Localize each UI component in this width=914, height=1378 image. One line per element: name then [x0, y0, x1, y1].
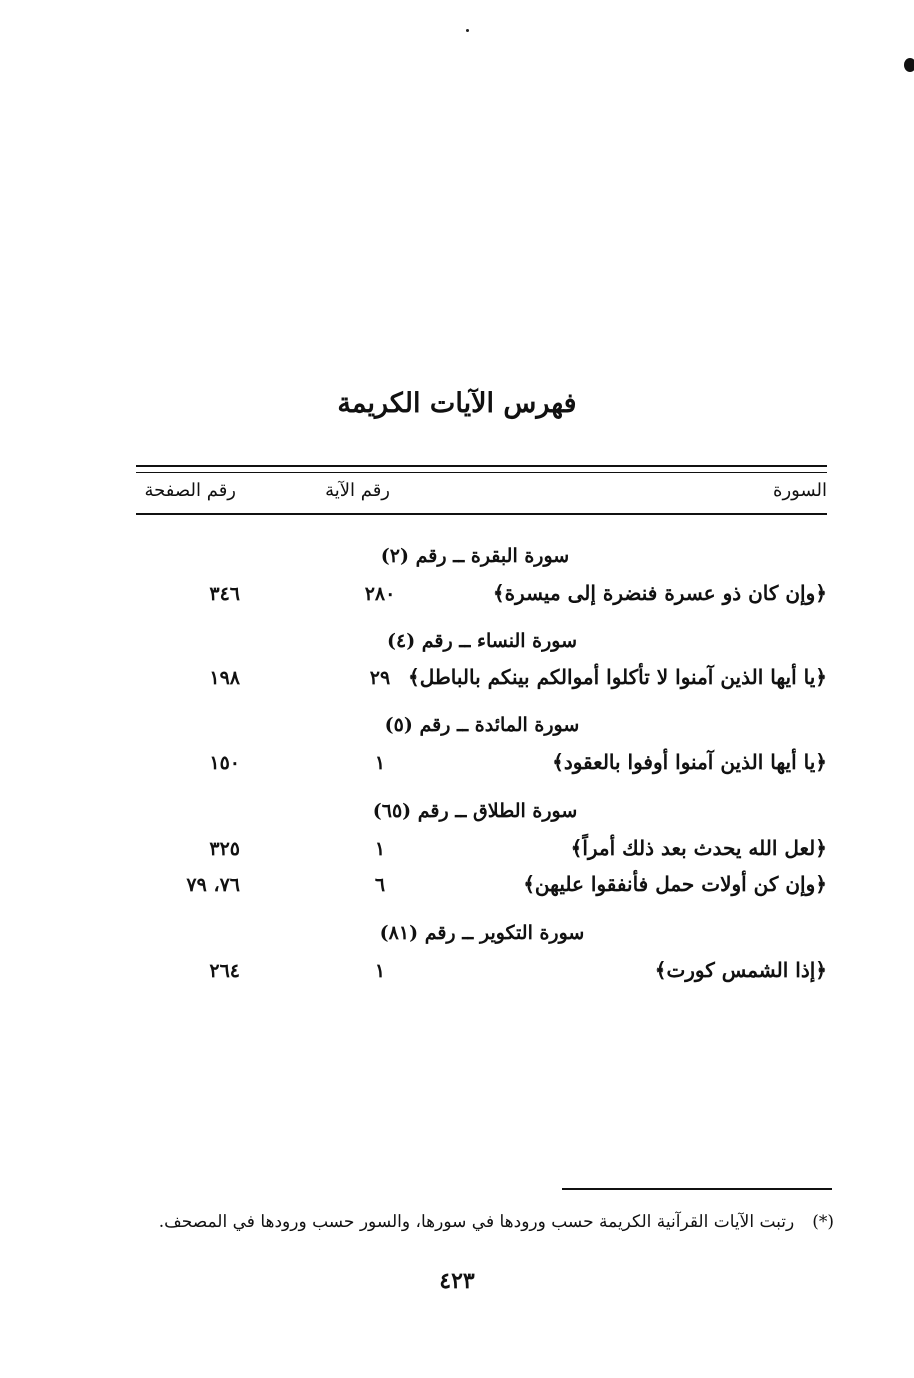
- ayah-number: ١: [374, 960, 386, 982]
- surah-heading: سورة البقرة ــ رقم (٢): [380, 545, 570, 567]
- page-reference: ١٥٠: [209, 752, 240, 774]
- page-reference: ١٩٨: [209, 667, 240, 689]
- verse-text: ﴿وإن كان ذو عسرة فنضرة إلى ميسرة﴾: [492, 581, 827, 605]
- table-top-rule-thin: [136, 472, 827, 473]
- ayah-number: ٢٨٠: [364, 583, 396, 605]
- column-header-page: رقم الصفحة: [144, 480, 236, 501]
- verse-text: ﴿يا أيها الذين آمنوا لا تأكلوا أموالكم بينكم بالباطل﴾: [407, 665, 827, 689]
- column-header-ayah: رقم الآية: [325, 480, 390, 501]
- ayah-number: ٦: [374, 874, 386, 896]
- page-speck: [466, 29, 469, 32]
- page-title: فهرس الآيات الكريمة: [337, 388, 577, 419]
- table-top-rule: [136, 465, 827, 467]
- page-reference: ٢٦٤: [209, 960, 240, 982]
- footnote-text: رتبت الآيات القرآنية الكريمة حسب ورودها في سورها، والسور حسب ورودها في المصحف.: [158, 1212, 795, 1232]
- table-header-rule: [136, 513, 827, 515]
- column-header-surah: السورة: [773, 480, 827, 501]
- ayah-number: ٢٩: [369, 667, 391, 689]
- verse-text: ﴿يا أيها الذين آمنوا أوفوا بالعقود﴾: [552, 750, 827, 774]
- footnote: [159, 1212, 834, 1232]
- page-reference: ٧٦، ٧٩: [186, 874, 240, 896]
- ayah-number: ١: [374, 752, 386, 774]
- footnote-marker: (*): [812, 1212, 834, 1232]
- verse-text: ﴿إذا الشمس كورت﴾: [654, 958, 827, 982]
- surah-heading: سورة الطلاق ــ رقم (٦٥): [372, 800, 578, 822]
- page-blot: [904, 58, 914, 72]
- verse-text: ﴿وإن كن أولات حمل فأنفقوا عليهن﴾: [523, 872, 827, 896]
- footnote-rule: [562, 1188, 832, 1190]
- surah-heading: سورة التكوير ــ رقم (٨١): [379, 922, 585, 944]
- surah-heading: سورة النساء ــ رقم (٤): [386, 630, 578, 652]
- verse-text: ﴿لعل الله يحدث بعد ذلك أمراً﴾: [570, 836, 827, 860]
- surah-heading: سورة المائدة ــ رقم (٥): [384, 714, 580, 736]
- page-number: ٤٢٣: [439, 1268, 475, 1294]
- page-reference: ٣٢٥: [209, 838, 240, 860]
- ayah-number: ١: [374, 838, 386, 860]
- page-reference: ٣٤٦: [209, 583, 240, 605]
